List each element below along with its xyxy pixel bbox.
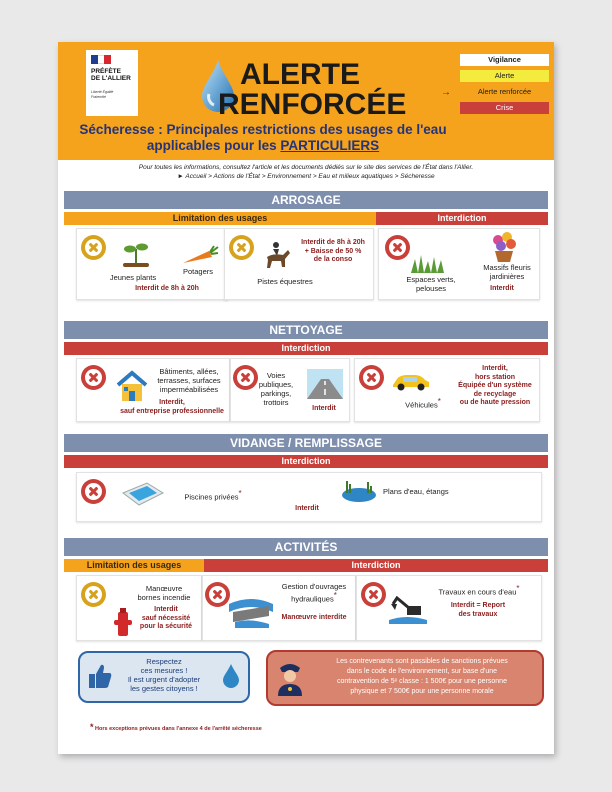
vidange-interdiction-bar: Interdiction	[64, 455, 548, 468]
subtitle-line-1: Sécheresse : Principales restrictions des usages de l'eau	[79, 122, 447, 137]
info-breadcrumb: ► Accueil > Actions de l'État > Environnement > Eau et milieux aquatiques > Sécheresse	[177, 173, 435, 180]
restricted-icon	[81, 582, 106, 607]
activites-interdiction-bar: Interdiction	[204, 559, 548, 572]
rule-espaces: Interdit	[490, 285, 514, 292]
restricted-icon	[229, 235, 254, 260]
vigilance-level-alerte: Alerte	[460, 70, 549, 82]
label-piscines: Piscines privées*	[184, 489, 242, 502]
card-travaux	[356, 575, 542, 641]
respect-panel	[78, 651, 250, 703]
water-drop-icon	[222, 663, 240, 689]
card-vehicules	[354, 358, 540, 422]
rule-bornes: Interdit sauf nécessité pour la sécurité	[139, 606, 193, 630]
horse-rider-icon	[263, 241, 291, 271]
label-espaces-verts: Espaces verts, pelouses	[406, 275, 456, 293]
label-potagers: Potagers	[182, 267, 214, 276]
french-flag-icon	[91, 55, 111, 64]
grass-icon	[411, 255, 447, 273]
prohibited-icon	[361, 582, 386, 607]
section-title-vidange: VIDANGE / REMPLISSAGE	[64, 434, 548, 452]
thumbs-up-icon	[88, 663, 112, 689]
rule-voies: Interdit	[312, 405, 336, 412]
current-level-arrow-icon: →	[441, 87, 451, 98]
pond-icon	[341, 477, 377, 503]
subtitle-line-2: applicables pour les PARTICULIERS	[146, 138, 380, 153]
card-ouvrages	[202, 575, 356, 641]
footnote: * Hors exceptions prévues dans l'annexe 4 de l'arrêté sécheresse	[90, 722, 262, 732]
rule-pistes: Interdit de 8h à 20h + Baisse de 50 % de la conso	[301, 239, 365, 263]
title-line-1: ALERTE	[240, 58, 360, 91]
card-piscines-plans	[76, 472, 542, 522]
prohibited-icon	[81, 479, 106, 504]
title-line-2: RENFORCÉE	[218, 88, 407, 121]
card-potagers	[76, 228, 228, 300]
logo-text: PRÉFÈTE DE L'ALLIER	[91, 68, 131, 82]
header	[58, 42, 554, 160]
car-icon	[391, 373, 431, 391]
card-voies	[230, 358, 350, 422]
label-vehicules: Véhicules*	[405, 397, 441, 410]
label-ouvrages: Gestion d'ouvrages hydrauliques*	[281, 582, 347, 604]
section-title-arrosage: ARROSAGE	[64, 191, 548, 209]
flower-pot-icon	[489, 231, 519, 263]
rule-piscines: Interdit	[295, 505, 319, 512]
road-icon	[307, 369, 343, 399]
dam-icon	[229, 594, 273, 628]
sprout-icon	[119, 237, 153, 267]
prohibited-icon	[359, 365, 384, 390]
hydrant-icon	[113, 608, 133, 638]
label-voies: Voies publiques, parkings, trottoirs	[258, 371, 294, 407]
label-travaux: Travaux en cours d'eau*	[438, 584, 520, 597]
prohibited-icon	[385, 235, 410, 260]
section-title-nettoyage: NETTOYAGE	[64, 321, 548, 339]
sanctions-text: Les contrevenants sont passibles de sanctions prévues dans le code de l'environnement, sur base d'une contravention de 5ᵉ classe : 1 500€ pour une personne physique et 7 500€ pour une personne morale	[336, 658, 508, 695]
card-batiments	[76, 358, 230, 422]
card-espaces-verts	[378, 228, 540, 300]
label-pistes: Pistes équestres	[257, 277, 313, 286]
rule-potagers: Interdit de 8h à 20h	[135, 285, 199, 292]
sanctions-panel	[266, 650, 544, 706]
label-plans-eau: Plans d'eau, étangs	[383, 487, 449, 496]
rule-batiments: Interdit, sauf entreprise professionnelle	[120, 399, 224, 415]
prohibited-icon	[81, 365, 106, 390]
vigilance-level-crise: Crise	[460, 102, 549, 114]
house-icon	[115, 369, 149, 403]
label-jeunes-plants: Jeunes plants	[109, 273, 157, 282]
rule-travaux: Interdit = Report des travaux	[450, 602, 506, 618]
prohibited-icon	[205, 582, 230, 607]
card-pistes-equestres	[224, 228, 374, 300]
label-bornes: Manœuvre bornes incendie	[137, 584, 191, 602]
police-officer-icon	[276, 660, 304, 696]
label-batiments: Bâtiments, allées, terrasses, surfaces imperméabilisées	[157, 367, 221, 394]
arrosage-interdiction-bar: Interdiction	[376, 212, 548, 225]
excavator-icon	[389, 596, 427, 624]
carrot-icon	[181, 245, 219, 267]
section-title-activites: ACTIVITÉS	[64, 538, 548, 556]
prefecture-logo	[86, 50, 138, 116]
nettoyage-interdiction-bar: Interdiction	[64, 342, 548, 355]
vigilance-level-vigilance: Vigilance	[460, 54, 549, 66]
respect-text: Respectez ces mesures ! Il est urgent d'adopter les gestes citoyens !	[127, 657, 201, 693]
arrosage-limitation-bar: Limitation des usages	[64, 212, 376, 225]
poster	[58, 42, 554, 754]
card-bornes-incendie	[76, 575, 202, 641]
rule-vehicules: Interdit, hors station Équipée d'un système de recyclage ou de haute pression	[458, 365, 532, 406]
rule-ouvrages: Manœuvre interdite	[281, 614, 347, 621]
pool-icon	[121, 481, 165, 507]
vigilance-level-alerte-renforcee: Alerte renforcée	[460, 86, 549, 98]
restricted-icon	[81, 235, 106, 260]
label-massifs: Massifs fleuris jardinières	[483, 263, 531, 281]
logo-motto: Liberté Égalité Fraternité	[91, 90, 114, 99]
info-line-1: Pour toutes les informations, consultez l'article et les documents dédiés sur le site des services de l'État dans l'Allier.	[138, 164, 474, 171]
activites-limitation-bar: Limitation des usages	[64, 559, 204, 572]
